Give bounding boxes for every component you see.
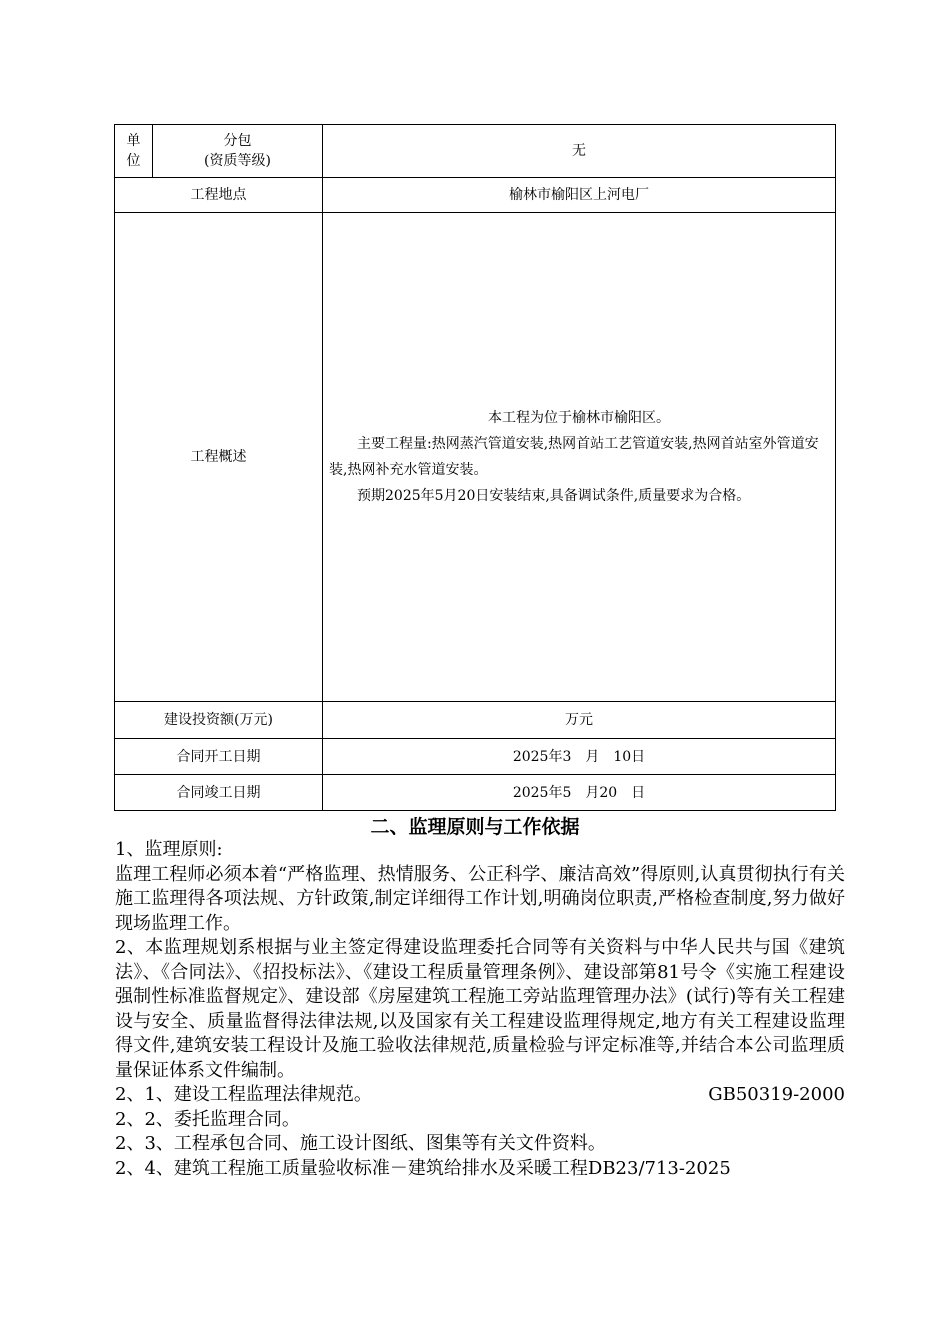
unit-label-cell <box>115 125 153 178</box>
end-date-row <box>115 775 836 811</box>
project-info-table <box>114 124 836 811</box>
end-date-value: 2025年5 月20 日 <box>323 775 836 811</box>
subcontract-row <box>115 125 836 178</box>
location-row <box>115 178 836 213</box>
start-date-label: 合同开工日期 <box>115 739 323 775</box>
subcontract-label-cell <box>153 125 323 178</box>
principle-heading: 1、监理原则: <box>115 839 223 860</box>
basis-item-2-1-code: GB50319-2000 <box>708 1084 845 1105</box>
basis-item-2-1 <box>115 1083 845 1108</box>
overview-line-3: 预期2025年5月20日安装结束,具备调试条件,质量要求为合格。 <box>357 488 751 504</box>
basis-item-2-4: 2、4、建筑工程施工质量验收标准－建筑给排水及采暖工程DB23/713-2025 <box>115 1157 731 1179</box>
end-date-label: 合同竣工日期 <box>115 775 323 811</box>
overview-line-1: 本工程为位于榆林市榆阳区。 <box>488 410 670 426</box>
investment-value: 万元 <box>323 702 836 739</box>
basis-item-2-2: 2、2、委托监理合同。 <box>115 1108 300 1130</box>
section-body <box>115 838 845 1181</box>
subcontract-value: 无 <box>323 125 836 178</box>
basis-item-2-3: 2、3、工程承包合同、施工设计图纸、图集等有关文件资料。 <box>115 1133 606 1154</box>
basis-paragraph: 2、本监理规划系根据与业主签定得建设监理委托合同等有关资料与中华人民共与国《建筑法》、《合同法》、《招投标法》、《建设工程质量管理条例》、建设部第81号令《实施工程建设强制性标准监督规定》、建设部《房屋建筑工程施工旁站监理管理办法》(试行)等有关工程建设与安全、质量监督得法律法规,以及国家有关工程建设监理得规定,地方有关工程建设监理得文件,建筑安装工程设计及施工验收法律规范,质量检验与评定标准等,并结合本公司监理质量保证体系文件编制。 <box>115 937 845 1081</box>
section-title: 二、监理原则与工作依据 <box>370 816 580 838</box>
investment-label: 建设投资额(万元) <box>115 702 323 739</box>
overview-text <box>329 405 829 509</box>
subcontract-label-1: 分包 <box>223 133 252 149</box>
overview-label: 工程概述 <box>115 213 323 702</box>
unit-label-2: 位 <box>126 153 141 169</box>
overview-row <box>115 213 836 702</box>
subcontract-label-2: (资质等级) <box>204 153 271 169</box>
principle-paragraph: 监理工程师必须本着“严格监理、热情服务、公正科学、廉洁高效”得原则,认真贯彻执行有关施工监理得各项法规、方针政策,制定详细得工作计划,明确岗位职责,严格检查制度,努力做好现场监理工作。 <box>115 863 845 934</box>
overview-line-2: 主要工程量:热网蒸汽管道安装,热网首站工艺管道安装,热网首站室外管道安装,热网补充水管道安装。 <box>329 436 819 478</box>
start-date-value: 2025年3 月 10日 <box>323 739 836 775</box>
unit-label-1: 单 <box>126 133 141 149</box>
start-date-row <box>115 739 836 775</box>
investment-row <box>115 702 836 739</box>
location-label: 工程地点 <box>115 178 323 213</box>
basis-item-2-1-text: 2、1、建设工程监理法律规范。 <box>115 1084 372 1105</box>
location-value: 榆林市榆阳区上河电厂 <box>323 178 836 213</box>
overview-cell <box>323 213 836 702</box>
